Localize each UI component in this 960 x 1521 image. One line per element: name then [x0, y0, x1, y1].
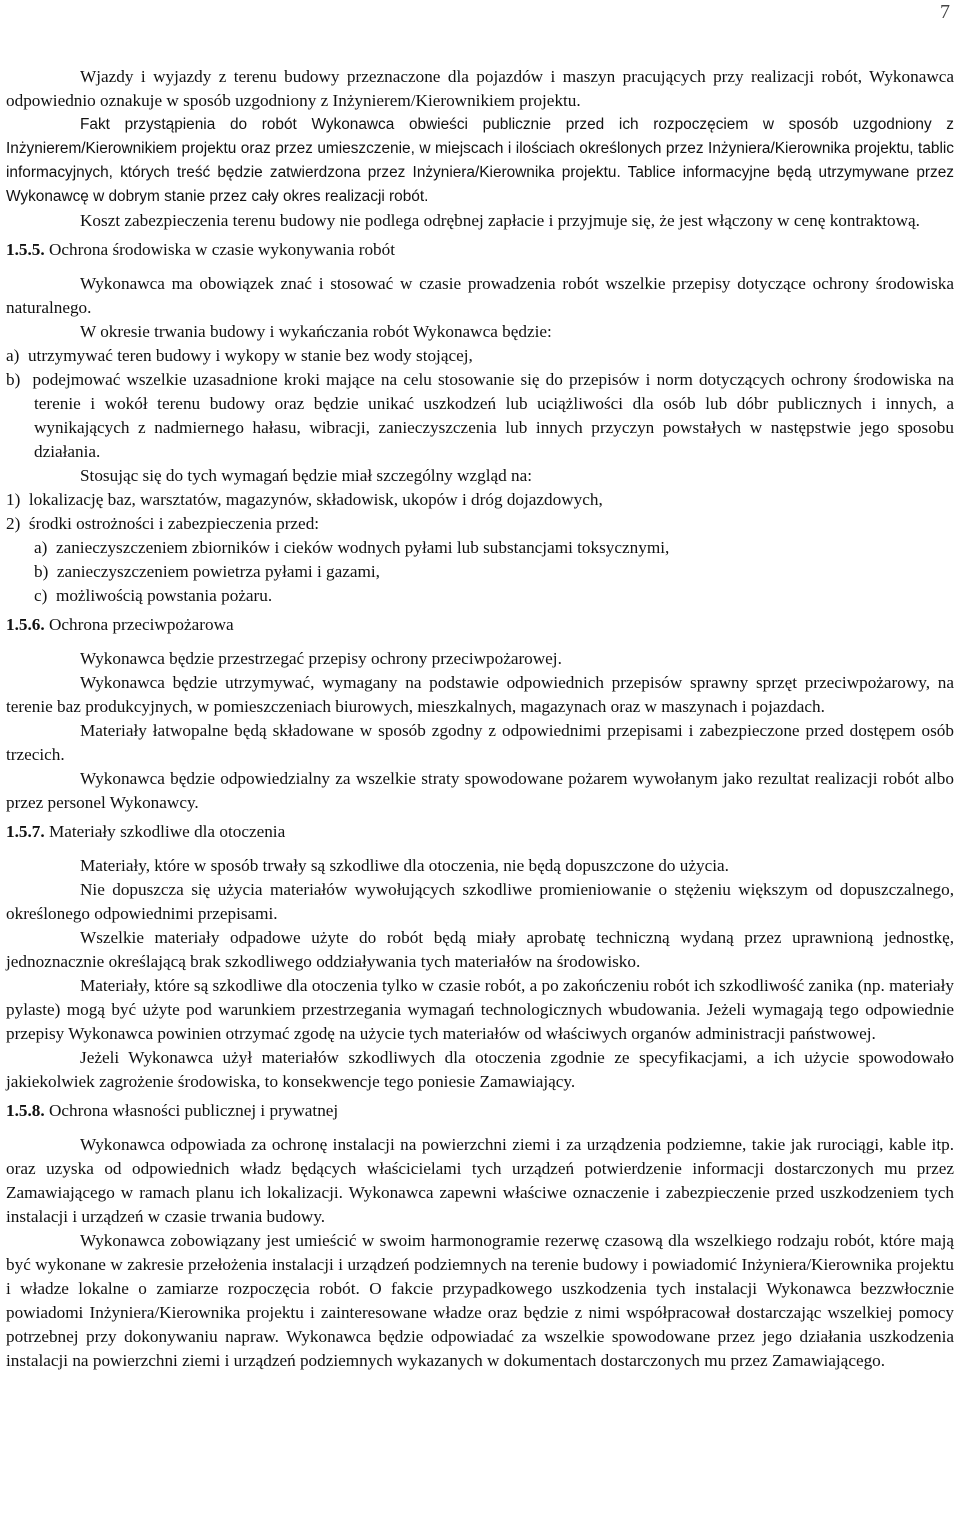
list-item: 2) środki ostrożności i zabezpieczenia przed: [6, 514, 320, 533]
paragraph: Jeżeli Wykonawca użył materiałów szkodliwych dla otoczenia zgodnie ze specyfikacjami, a ich użycie spowodowało jakiekolwiek zagrożenie środowiska, to konsekwencje tego poniesie Zamawiający. [6, 1048, 954, 1091]
paragraph: W okresie trwania budowy i wykańczania robót Wykonawca będzie: [80, 322, 552, 341]
list-item: b) podejmować wszelkie uzasadnione kroki mające na celu stosowanie się do przepisów i norm dotyczących ochrony środowiska na terenie i wokół terenu budowy oraz będzie unikać uszkodzeń lub uciążliwości dla osób lub dóbr publicznych i innych, a wynikających z nadmiernego hałasu, wibracji, zanieczyszczenia lub innych przyczyn powstałych w następstwie jego sposobu działania. [6, 370, 954, 461]
paragraph: Materiały łatwopalne będą składowane w sposób zgodny z odpowiednimi przepisami i zabezpieczone przed dostępem osób trzecich. [6, 721, 954, 764]
paragraph: Wjazdy i wyjazdy z terenu budowy przeznaczone dla pojazdów i maszyn pracujących przy realizacji robót, Wykonawca odpowiednio oznakuje w sposób uzgodniony z Inżynierem/Kierownikiem projektu. [6, 67, 954, 110]
paragraph: Nie dopuszcza się użycia materiałów wywołujących szkodliwe promieniowanie o stężeniu większym od dopuszczalnego, określonego odpowiednimi przepisami. [6, 880, 954, 923]
paragraph: Fakt przystąpienia do robót Wykonawca obwieści publicznie przed ich rozpoczęciem w sposób uzgodniony z Inżynierem/Kierownikiem projektu oraz przez umieszczenie, w miejscach i ilościach określonych przez Inżyniera/Kierownika projektu, tablic informacyjnych, których treść będzie zatwierdzona przez Inżyniera/Kierownika projektu. Tablice informacyjne będą utrzymywane przez Wykonawcę w dobrym stanie przez cały okres realizacji robót. [6, 116, 954, 205]
paragraph: Wykonawca odpowiada za ochronę instalacji na powierzchni ziemi i za urządzenia podziemne, takie jak rurociągi, kable itp. oraz uzyska od odpowiednich władz będących właścicielami tych urządzeń potwierdzenie informacji dostarczonych mu przez Zamawiającego w ramach planu ich lokalizacji. Wykonawca zapewni właściwe oznaczenie i zabezpieczenie przed uszkodzeniem tych instalacji i urządzeń w czasie trwania budowy. [6, 1135, 954, 1226]
section-number: 1.5.6. [6, 615, 45, 634]
section-number: 1.5.7. [6, 822, 45, 841]
page-number: 7 [940, 1, 950, 23]
paragraph: Wykonawca ma obowiązek znać i stosować w czasie prowadzenia robót wszelkie przepisy dotyczące ochrony środowiska naturalnego. [6, 274, 954, 317]
section-title: Materiały szkodliwe dla otoczenia [48, 822, 286, 841]
paragraph: Materiały, które w sposób trwały są szkodliwe dla otoczenia, nie będą dopuszczone do użycia. [80, 856, 729, 875]
paragraph: Wykonawca będzie przestrzegać przepisy ochrony przeciwpożarowej. [80, 649, 562, 668]
list-item: 1) lokalizację baz, warsztatów, magazynów, składowisk, ukopów i dróg dojazdowych, [6, 490, 603, 509]
document-body [6, 65, 954, 1373]
sub-list-item: a) zanieczyszczeniem zbiorników i cieków wodnych pyłami lub substancjami toksycznymi, [34, 538, 670, 557]
paragraph: Materiały, które są szkodliwe dla otoczenia tylko w czasie robót, a po zakończeniu robót ich szkodliwość zanika (np. materiały pylaste) mogą być użyte pod warunkiem przestrzegania wymagań technologicznych wbudowania. Jeżeli wymagają tego odpowiednie przepisy Wykonawca powinien otrzymać zgodę na użycie tych materiałów od właściwych organów administracji państwowej. [6, 976, 954, 1043]
section-heading [6, 238, 954, 262]
paragraph: Wykonawca będzie odpowiedzialny za wszelkie straty spowodowane pożarem wywołanym jako rezultat realizacji robót albo przez personel Wykonawcy. [6, 769, 954, 812]
section-title: Ochrona przeciwpożarowa [48, 615, 234, 634]
section-heading [6, 1099, 954, 1123]
sub-list-item: b) zanieczyszczeniem powietrza pyłami i gazami, [34, 562, 380, 581]
section-heading [6, 613, 954, 637]
sub-list-item: c) możliwością powstania pożaru. [34, 586, 273, 605]
section-heading [6, 820, 954, 844]
section-number: 1.5.8. [6, 1101, 45, 1120]
paragraph: Wykonawca będzie utrzymywać, wymagany na podstawie odpowiednich przepisów sprawny sprzęt przeciwpożarowy, na terenie baz produkcyjnych, w pomieszczeniach biurowych, mieszkalnych, magazynach oraz w maszynach i pojazdach. [6, 673, 954, 716]
section-title: Ochrona własności publicznej i prywatnej [48, 1101, 339, 1120]
section-number: 1.5.5. [6, 240, 45, 259]
paragraph: Wykonawca zobowiązany jest umieścić w swoim harmonogramie rezerwę czasową dla wszelkiego rodzaju robót, które mają być wykonane w zakresie przełożenia instalacji i urządzeń podziemnych na terenie budowy i powiadomić Inżyniera/Kierownika projektu i władze lokalne o zamiarze rozpoczęcia robót. O fakcie przypadkowego uszkodzenia tych instalacji Wykonawca bezzwłocznie powiadomi Inżyniera/Kierownika projektu i zainteresowane władze oraz będzie z nimi współpracował dostarczając wszelkiej pomocy potrzebnej przy dokonywaniu napraw. Wykonawca będzie odpowiadać za wszelkie spowodowane przez jego działania uszkodzenia instalacji na powierzchni ziemi i urządzeń podziemnych wykazanych w dokumentach dostarczonych mu przez Zamawiającego. [6, 1231, 954, 1370]
paragraph: Wszelkie materiały odpadowe użyte do robót będą miały aprobatę techniczną wydaną przez uprawnioną jednostkę, jednoznacznie określającą brak szkodliwego oddziaływania tych materiałów na środowisko. [6, 928, 954, 971]
list-item: a) utrzymywać teren budowy i wykopy w stanie bez wody stojącej, [6, 346, 473, 365]
paragraph: Stosując się do tych wymagań będzie miał szczególny wzgląd na: [80, 466, 532, 485]
section-title: Ochrona środowiska w czasie wykonywania robót [48, 240, 396, 259]
paragraph: Koszt zabezpieczenia terenu budowy nie podlega odrębnej zapłacie i przyjmuje się, że jest włączony w cenę kontraktową. [80, 211, 920, 230]
